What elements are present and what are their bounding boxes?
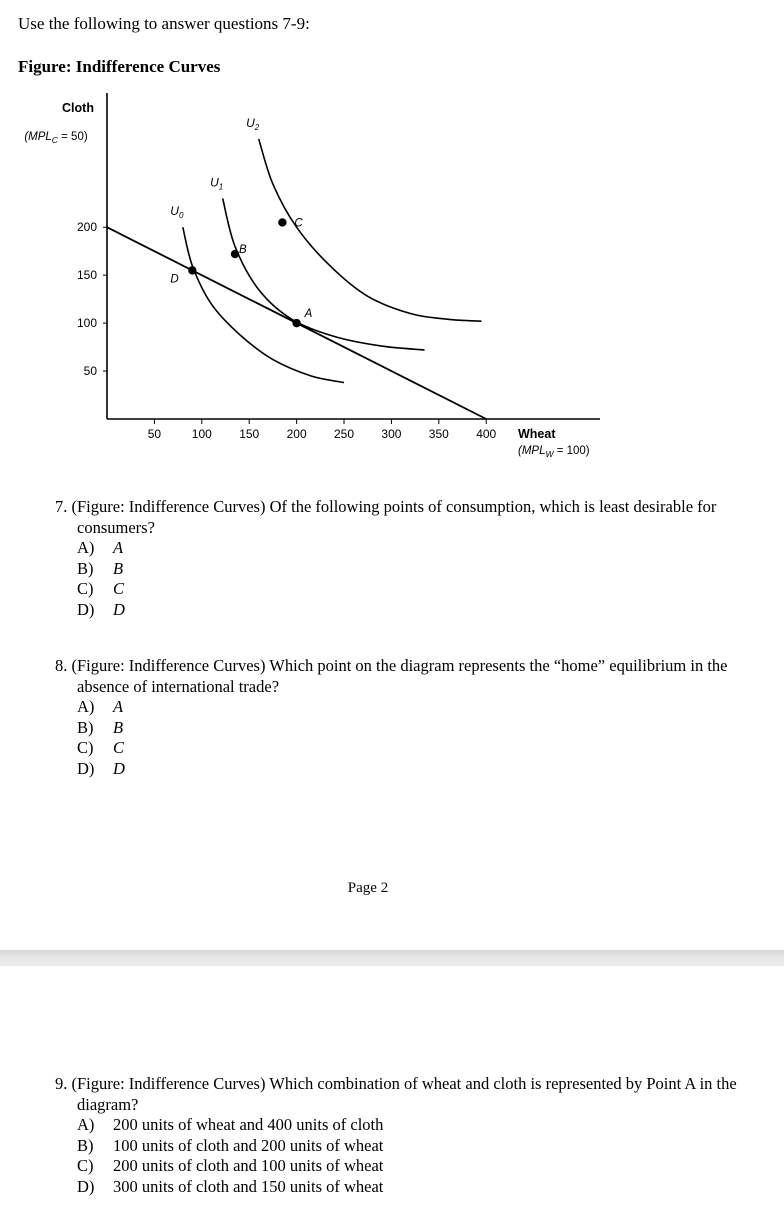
option-text: B bbox=[113, 558, 124, 578]
question-9 bbox=[55, 1074, 755, 1197]
question-number: 9. bbox=[55, 1074, 72, 1093]
answer-option[interactable] bbox=[55, 759, 735, 780]
answer-option[interactable] bbox=[55, 697, 735, 718]
option-text: C bbox=[113, 738, 125, 757]
x-tick-label: 100 bbox=[191, 427, 212, 441]
x-tick-label: 200 bbox=[286, 427, 307, 441]
x-axis-label: Wheat bbox=[518, 427, 556, 441]
question-stem bbox=[55, 656, 735, 697]
option-letter: B) bbox=[77, 717, 94, 737]
page-break-divider bbox=[0, 950, 784, 966]
option-text: D bbox=[113, 599, 125, 619]
option-text: A bbox=[113, 697, 124, 716]
indifference-curve-u1 bbox=[223, 199, 425, 351]
indifference-curves-chart bbox=[0, 85, 784, 470]
y-axis-label: Cloth bbox=[62, 101, 94, 115]
option-letter: B) bbox=[77, 558, 94, 578]
x-tick-label: 150 bbox=[239, 427, 260, 441]
y-tick-label: 50 bbox=[83, 364, 97, 379]
answer-option[interactable] bbox=[55, 559, 735, 580]
option-text: 100 units of cloth and 200 units of wheat bbox=[113, 1135, 384, 1155]
option-text: C bbox=[113, 579, 125, 598]
point-b-marker bbox=[231, 250, 239, 258]
option-text: A bbox=[113, 538, 124, 557]
point-c-marker bbox=[278, 218, 286, 226]
point-a-label: A bbox=[304, 308, 313, 321]
option-text: 300 units of cloth and 150 units of wheat bbox=[113, 1176, 384, 1196]
y-tick-label: 150 bbox=[76, 268, 97, 283]
option-text: 200 units of wheat and 400 units of cloth bbox=[113, 1115, 384, 1134]
option-letter: D) bbox=[77, 599, 95, 619]
question-text: (Figure: Indifference Curves) Which point on the diagram represents the “home” equilibrium in the absence of international trade? bbox=[71, 656, 728, 696]
figure-title: Figure: Indifference Curves bbox=[18, 57, 221, 76]
point-b-label: B bbox=[238, 244, 247, 257]
question-text: (Figure: Indifference Curves) Of the following points of consumption, which is least desirable for consumers? bbox=[71, 497, 717, 537]
answer-option[interactable] bbox=[55, 718, 735, 739]
point-d-label: D bbox=[170, 273, 179, 286]
page-number: Page 2 bbox=[347, 880, 389, 896]
point-d-marker bbox=[188, 266, 196, 274]
option-letter: B) bbox=[77, 1135, 94, 1155]
y-axis-sublabel: $(MPL_C = 50)$ bbox=[24, 131, 88, 145]
point-a-marker bbox=[292, 319, 300, 327]
y-tick-label: 100 bbox=[76, 316, 97, 331]
option-letter: A) bbox=[77, 1115, 95, 1134]
option-text: B bbox=[113, 717, 124, 737]
x-axis-sublabel: $(MPL_W = 100)$ bbox=[518, 445, 590, 459]
indifference-curve-u2 bbox=[259, 139, 482, 321]
option-letter: A) bbox=[77, 538, 95, 557]
x-tick-label: 350 bbox=[428, 427, 449, 441]
answer-option[interactable] bbox=[55, 1136, 755, 1157]
option-letter: A) bbox=[77, 697, 95, 716]
question-text: (Figure: Indifference Curves) Which combination of wheat and cloth is represented by Point A in the diagram? bbox=[71, 1074, 737, 1114]
answer-option[interactable] bbox=[55, 600, 735, 621]
indifference-curve-u0 bbox=[183, 227, 344, 382]
curve-label-u1: $U_1$ bbox=[210, 175, 224, 192]
option-letter: D) bbox=[77, 1176, 95, 1196]
option-letter: D) bbox=[77, 758, 95, 778]
curve-label-u0: $U_0$ bbox=[170, 204, 184, 221]
x-tick-label: 400 bbox=[476, 427, 497, 441]
option-letter: C) bbox=[77, 1156, 94, 1175]
answer-option[interactable] bbox=[55, 1156, 755, 1177]
option-letter: C) bbox=[77, 579, 94, 598]
question-number: 7. bbox=[55, 497, 72, 516]
question-number: 8. bbox=[55, 656, 72, 675]
intro-text: Use the following to answer questions 7-9: bbox=[18, 14, 310, 33]
option-text: 200 units of cloth and 100 units of wheat bbox=[113, 1156, 384, 1175]
question-7 bbox=[55, 497, 735, 620]
answer-option[interactable] bbox=[55, 738, 735, 759]
x-tick-label: 250 bbox=[334, 427, 355, 441]
option-text: D bbox=[113, 758, 125, 778]
question-8 bbox=[55, 656, 735, 779]
option-letter: C) bbox=[77, 738, 94, 757]
point-c-label: C bbox=[294, 217, 303, 230]
answer-option[interactable] bbox=[55, 1177, 755, 1198]
answer-option[interactable] bbox=[55, 1115, 755, 1136]
question-stem bbox=[55, 497, 735, 538]
y-tick-label: 200 bbox=[76, 220, 97, 235]
x-tick-label: 50 bbox=[147, 427, 162, 441]
answer-option[interactable] bbox=[55, 538, 735, 559]
x-tick-label: 300 bbox=[381, 427, 402, 441]
answer-option[interactable] bbox=[55, 579, 735, 600]
curve-label-u2: $U_2$ bbox=[246, 116, 260, 133]
question-stem bbox=[55, 1074, 755, 1115]
